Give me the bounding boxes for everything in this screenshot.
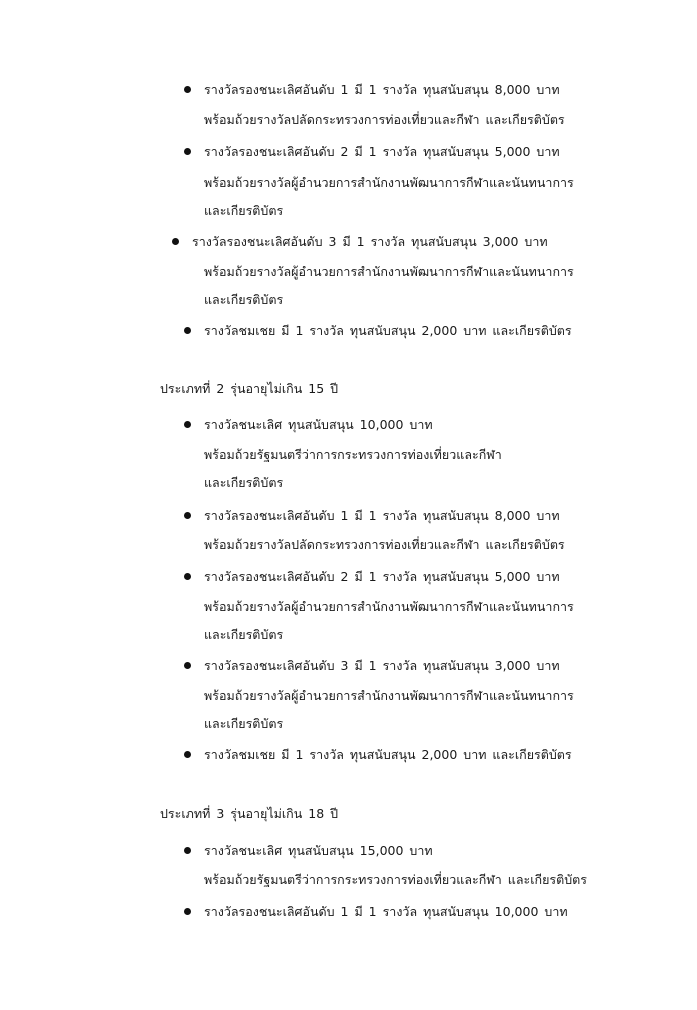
prize-line: พร้อมถ้วยรางวัลปลัดกระทรวงการท่องเที่ยวและกีฬา และเกียรติบัตร <box>204 112 565 127</box>
bullet-icon <box>184 148 191 155</box>
section-heading: ประเภทที่ 2 รุ่นอายุไม่เกิน 15 ปี <box>160 381 339 396</box>
bullet-icon <box>184 751 191 758</box>
prize-line: รางวัลชมเชย มี 1 รางวัล ทุนสนับสนุน 2,000 บาท และเกียรติบัตร <box>204 323 572 338</box>
bullet-icon <box>172 238 179 245</box>
prize-line: และเกียรติบัตร <box>204 716 284 731</box>
prize-line: พร้อมถ้วยรางวัลผู้อำนวยการสำนักงานพัฒนาการกีฬาและนันทนาการ <box>204 599 574 614</box>
prize-line: รางวัลชนะเลิศ ทุนสนับสนุน 10,000 บาท <box>204 417 433 432</box>
bullet-icon <box>184 908 191 915</box>
prize-line: และเกียรติบัตร <box>204 627 284 642</box>
prize-line: รางวัลรองชนะเลิศอันดับ 3 มี 1 รางวัล ทุนสนับสนุน 3,000 บาท <box>192 234 548 249</box>
bullet-icon <box>184 512 191 519</box>
prize-line: และเกียรติบัตร <box>204 203 284 218</box>
prize-line: รางวัลรองชนะเลิศอันดับ 3 มี 1 รางวัล ทุนสนับสนุน 3,000 บาท <box>204 658 560 673</box>
prize-line: พร้อมถ้วยรัฐมนตรีว่าการกระทรวงการท่องเที่ยวและกีฬา <box>204 447 502 462</box>
prize-line: รางวัลรองชนะเลิศอันดับ 1 มี 1 รางวัล ทุนสนับสนุน 8,000 บาท <box>204 508 560 523</box>
prize-line: พร้อมถ้วยรางวัลปลัดกระทรวงการท่องเที่ยวและกีฬา และเกียรติบัตร <box>204 537 565 552</box>
prize-line: รางวัลรองชนะเลิศอันดับ 2 มี 1 รางวัล ทุนสนับสนุน 5,000 บาท <box>204 569 560 584</box>
prize-line: รางวัลรองชนะเลิศอันดับ 1 มี 1 รางวัล ทุนสนับสนุน 10,000 บาท <box>204 904 568 919</box>
bullet-icon <box>184 327 191 334</box>
bullet-icon <box>184 847 191 854</box>
prize-line: รางวัลชนะเลิศ ทุนสนับสนุน 15,000 บาท <box>204 843 433 858</box>
bullet-icon <box>184 421 191 428</box>
bullet-icon <box>184 662 191 669</box>
section-heading: ประเภทที่ 3 รุ่นอายุไม่เกิน 18 ปี <box>160 806 339 821</box>
prize-line: พร้อมถ้วยรางวัลผู้อำนวยการสำนักงานพัฒนาการกีฬาและนันทนาการ <box>204 175 574 190</box>
bullet-icon <box>184 86 191 93</box>
bullet-icon <box>184 573 191 580</box>
prize-line: พร้อมถ้วยรางวัลผู้อำนวยการสำนักงานพัฒนาการกีฬาและนันทนาการ <box>204 264 574 279</box>
prize-line: รางวัลชมเชย มี 1 รางวัล ทุนสนับสนุน 2,000 บาท และเกียรติบัตร <box>204 747 572 762</box>
prize-line: พร้อมถ้วยรางวัลผู้อำนวยการสำนักงานพัฒนาการกีฬาและนันทนาการ <box>204 688 574 703</box>
prize-line: และเกียรติบัตร <box>204 475 284 490</box>
prize-line: รางวัลรองชนะเลิศอันดับ 2 มี 1 รางวัล ทุนสนับสนุน 5,000 บาท <box>204 144 560 159</box>
prize-line: และเกียรติบัตร <box>204 292 284 307</box>
prize-line: พร้อมถ้วยรัฐมนตรีว่าการกระทรวงการท่องเที่ยวและกีฬา และเกียรติบัตร <box>204 872 587 887</box>
prize-line: รางวัลรองชนะเลิศอันดับ 1 มี 1 รางวัล ทุนสนับสนุน 8,000 บาท <box>204 82 560 97</box>
